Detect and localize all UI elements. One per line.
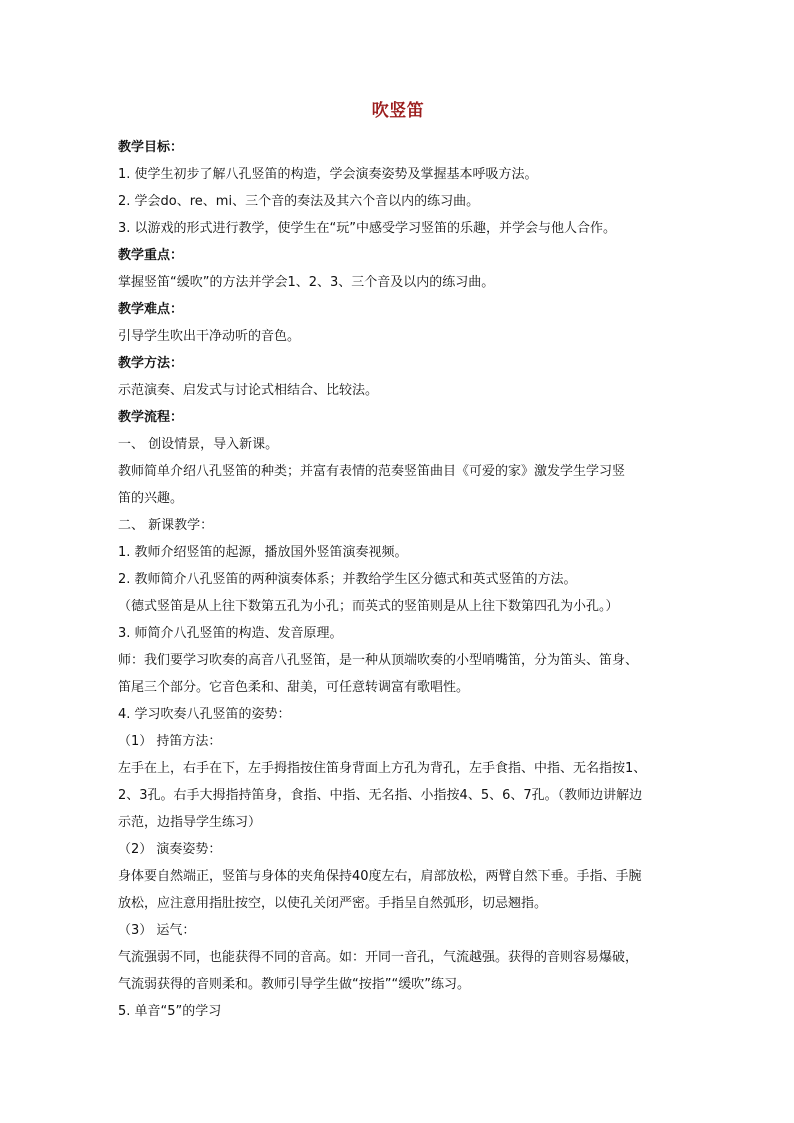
paragraph-line: 身体要自然端正，竖笛与身体的夹角保持40度左右，肩部放松，两臂自然下垂。手指、手腕 <box>118 869 642 884</box>
section-heading: 教学重点： <box>118 248 184 263</box>
paragraph-line: 笛的兴趣。 <box>118 491 184 506</box>
section-heading: 教学目标： <box>118 140 184 155</box>
section-heading: 教学流程： <box>118 410 184 425</box>
document-content <box>118 96 678 1025</box>
paragraph-line: 教师简单介绍八孔竖笛的种类；并富有表情的范奏竖笛曲目《可爱的家》激发学生学习竖 <box>118 464 626 479</box>
section-heading: 教学方法： <box>118 356 184 371</box>
paragraph-line: （德式竖笛是从上往下数第五孔为小孔；而英式的竖笛则是从上往下数第四孔为小孔。） <box>118 599 619 614</box>
paragraph-line: 3. 以游戏的形式进行教学，使学生在“玩”中感受学习竖笛的乐趣，并学会与他人合作。 <box>118 221 617 236</box>
paragraph-line: 4. 学习吹奏八孔竖笛的姿势： <box>118 707 291 722</box>
paragraph-line: 5. 单音“5”的学习 <box>118 1004 222 1019</box>
paragraph-line: 1. 使学生初步了解八孔竖笛的构造，学会演奏姿势及掌握基本呼吸方法。 <box>118 167 538 182</box>
paragraph-line: 示范，边指导学生练习） <box>118 815 262 830</box>
paragraph-line: 笛尾三个部分。它音色柔和、甜美，可任意转调富有歌唱性。 <box>118 680 470 695</box>
paragraph-line: 1. 教师介绍竖笛的起源，播放国外竖笛演奏视频。 <box>118 545 408 560</box>
document-title: 吹竖笛 <box>371 101 425 121</box>
document-body <box>118 134 678 1025</box>
paragraph-line: 一、 创设情景，导入新课。 <box>118 437 279 452</box>
paragraph-line: 2、3孔。右手大拇指持笛身，食指、中指、无名指、小指按4、5、6、7孔。（教师边讲解边 <box>118 788 643 803</box>
paragraph-line: 二、 新课教学： <box>118 518 214 533</box>
paragraph-line: 师：我们要学习吹奏的高音八孔竖笛，是一种从顶端吹奏的小型哨嘴笛，分为笛头、笛身、 <box>118 653 639 668</box>
paragraph-line: 气流强弱不同，也能获得不同的音高。如：开同一音孔，气流越强。获得的音则容易爆破， <box>118 950 639 965</box>
paragraph-line: （2） 演奏姿势： <box>118 842 222 857</box>
paragraph-line: 引导学生吹出干净动听的音色。 <box>118 329 301 344</box>
paragraph-line: （3） 运气： <box>118 923 196 938</box>
paragraph-line: 左手在上，右手在下，左手拇指按住笛身背面上方孔为背孔，左手食指、中指、无名指按1、 <box>118 761 647 776</box>
paragraph-line: 2. 教师简介八孔竖笛的两种演奏体系；并教给学生区分德式和英式竖笛的方法。 <box>118 572 577 587</box>
paragraph-line: （1） 持笛方法： <box>118 734 222 749</box>
paragraph-line: 气流弱获得的音则柔和。教师引导学生做“按指”“缓吹”练习。 <box>118 977 470 992</box>
paragraph-line: 掌握竖笛“缓吹”的方法并学会1、2、3、三个音及以内的练习曲。 <box>118 275 495 290</box>
paragraph-line: 放松，应注意用指肚按空，以使孔关闭严密。手指呈自然弧形，切忌翘指。 <box>118 896 548 911</box>
section-heading: 教学难点： <box>118 302 184 317</box>
paragraph-line: 3. 师简介八孔竖笛的构造、发音原理。 <box>118 626 343 641</box>
paragraph-line: 2. 学会do、re、mi、三个音的奏法及其六个音以内的练习曲。 <box>118 194 480 209</box>
paragraph-line: 示范演奏、启发式与讨论式相结合、比较法。 <box>118 383 379 398</box>
